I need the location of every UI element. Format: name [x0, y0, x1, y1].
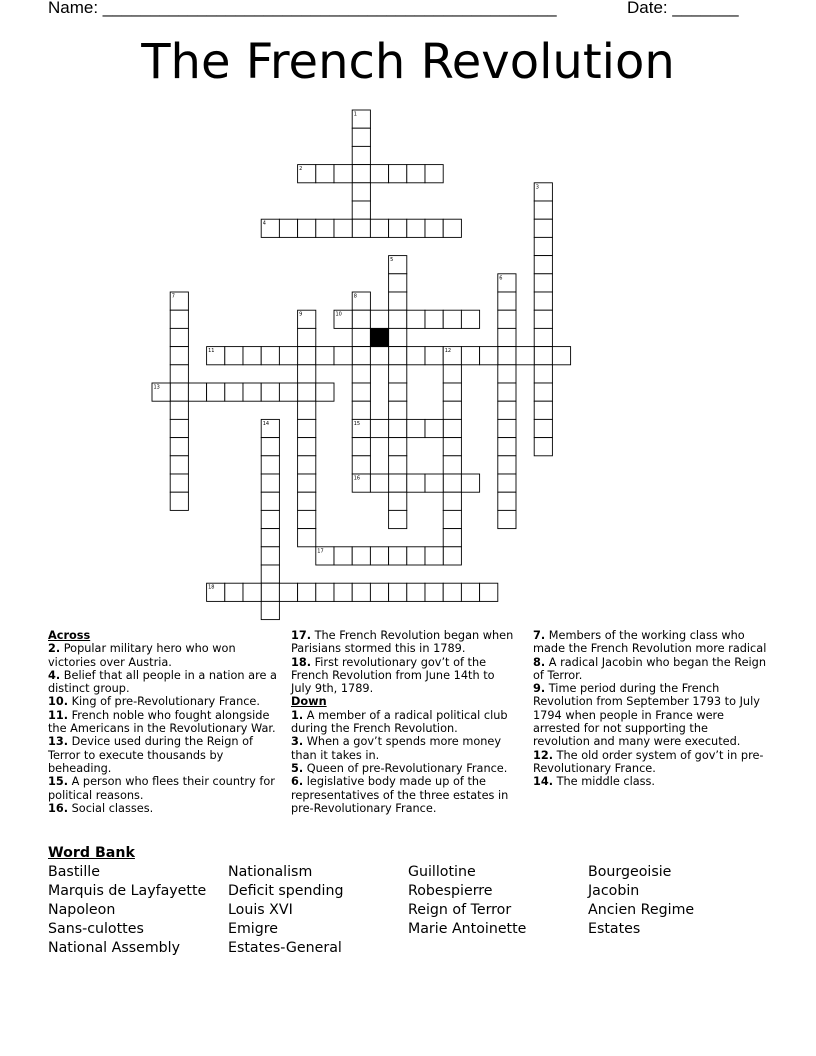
clue-number-9: 9 — [299, 311, 303, 318]
grid-cell[interactable] — [443, 401, 461, 419]
grid-cell[interactable] — [352, 401, 370, 419]
grid-cell[interactable] — [352, 583, 370, 601]
grid-cell[interactable] — [480, 347, 498, 365]
clues-column-1 — [48, 629, 280, 815]
down-heading: Down — [291, 695, 327, 709]
grid-cell[interactable] — [498, 328, 516, 346]
grid-cell[interactable] — [407, 165, 425, 183]
grid-cell[interactable] — [334, 219, 352, 237]
grid-cell[interactable] — [352, 183, 370, 201]
grid-cell[interactable] — [534, 310, 552, 328]
clue-number-5: 5 — [390, 257, 394, 264]
grid-cell[interactable] — [389, 328, 407, 346]
grid-cell[interactable] — [534, 237, 552, 255]
grid-cell[interactable] — [498, 347, 516, 365]
grid-cell[interactable] — [389, 383, 407, 401]
grid-cell[interactable] — [498, 419, 516, 437]
grid-cell[interactable] — [534, 383, 552, 401]
grid-cell[interactable] — [316, 347, 334, 365]
grid-cell[interactable] — [352, 365, 370, 383]
clue-across-15: 15. A person who flees their country for political reasons. — [48, 775, 275, 802]
clue-number-13: 13 — [153, 384, 160, 391]
grid-cell[interactable] — [298, 383, 316, 401]
grid-cell[interactable] — [443, 383, 461, 401]
grid-cell[interactable] — [352, 347, 370, 365]
word-bank-item: Ancien Regime — [588, 902, 695, 918]
grid-cell[interactable] — [389, 438, 407, 456]
grid-cell[interactable] — [170, 401, 188, 419]
date-field[interactable]: Date: _______ — [627, 0, 739, 17]
clue-number-11: 11 — [208, 348, 215, 355]
grid-cell[interactable] — [298, 492, 316, 510]
grid-cell[interactable] — [534, 328, 552, 346]
clue-number-12: 12 — [444, 348, 452, 355]
grid-cell[interactable] — [334, 347, 352, 365]
clue-number-7: 7 — [171, 293, 175, 300]
word-bank-item: Estates-General — [228, 940, 342, 956]
grid-cell[interactable] — [170, 383, 188, 401]
word-bank-item: Deficit spending — [228, 883, 344, 899]
grid-cell[interactable] — [352, 146, 370, 164]
grid-cell[interactable] — [261, 601, 279, 619]
grid-cell[interactable] — [443, 583, 461, 601]
grid-cell[interactable] — [170, 419, 188, 437]
grid-cell[interactable] — [407, 219, 425, 237]
grid-cell[interactable] — [425, 219, 443, 237]
grid-cell[interactable] — [225, 347, 243, 365]
grid-cell[interactable] — [443, 310, 461, 328]
grid-cell[interactable] — [298, 529, 316, 547]
clue-down-6: 6. legislative body made up of the representatives of the three estates in pre-Revolutionary France. — [291, 775, 509, 815]
grid-cell[interactable] — [407, 419, 425, 437]
grid-cell[interactable] — [534, 256, 552, 274]
grid-cell[interactable] — [207, 383, 225, 401]
grid-cell[interactable] — [425, 165, 443, 183]
grid-cell[interactable] — [316, 383, 334, 401]
grid-cell[interactable] — [389, 401, 407, 419]
grid-cell[interactable] — [298, 419, 316, 437]
clue-across-13: 13. Device used during the Reign of Terror to execute thousands by beheading. — [48, 735, 253, 775]
grid-cell[interactable] — [461, 583, 479, 601]
grid-cell[interactable] — [170, 310, 188, 328]
grid-cell[interactable] — [298, 510, 316, 528]
word-bank — [48, 845, 768, 958]
grid-cell[interactable] — [370, 165, 388, 183]
grid-cell[interactable] — [443, 456, 461, 474]
grid-cell[interactable] — [443, 474, 461, 492]
grid-cell[interactable] — [261, 510, 279, 528]
word-bank-item: Bastille — [48, 864, 100, 880]
word-bank-item: Estates — [588, 921, 641, 937]
grid-cell[interactable] — [261, 383, 279, 401]
grid-cell[interactable] — [534, 201, 552, 219]
grid-cell[interactable] — [389, 219, 407, 237]
grid-cell[interactable] — [316, 165, 334, 183]
grid-cell[interactable] — [170, 347, 188, 365]
grid-cell[interactable] — [461, 474, 479, 492]
grid-cell[interactable] — [443, 419, 461, 437]
clue-number-17: 17 — [317, 548, 324, 555]
grid-cell[interactable] — [261, 456, 279, 474]
clue-down-14: 14. The middle class. — [533, 775, 656, 789]
clue-number-8: 8 — [353, 293, 357, 300]
clue-down-3: 3. When a gov’t spends more money than it takes in. — [291, 735, 502, 762]
clue-down-1: 1. A member of a radical political club during the French Revolution. — [291, 708, 508, 736]
grid-cell[interactable] — [170, 492, 188, 510]
grid-cell[interactable] — [261, 438, 279, 456]
grid-cell[interactable] — [443, 219, 461, 237]
grid-cell[interactable] — [498, 510, 516, 528]
clue-down-8: 8. A radical Jacobin who began the Reign of Terror. — [533, 655, 767, 682]
clue-number-18: 18 — [208, 584, 215, 591]
grid-cell[interactable] — [352, 310, 370, 328]
grid-cell[interactable] — [498, 310, 516, 328]
grid-cell[interactable] — [370, 547, 388, 565]
grid-cell[interactable] — [534, 365, 552, 383]
grid-cell[interactable] — [389, 456, 407, 474]
word-bank-item: Jacobin — [588, 883, 640, 899]
grid-cell[interactable] — [352, 219, 370, 237]
grid-cell[interactable] — [534, 438, 552, 456]
grid-cell[interactable] — [498, 474, 516, 492]
word-bank-item: Reign of Terror — [408, 902, 512, 918]
grid-cell[interactable] — [425, 419, 443, 437]
grid-cell[interactable] — [352, 165, 370, 183]
grid-cell[interactable] — [352, 383, 370, 401]
grid-cell[interactable] — [298, 583, 316, 601]
grid-cell[interactable] — [389, 583, 407, 601]
clue-number-15: 15 — [353, 420, 361, 427]
word-bank-item: Sans-culottes — [48, 921, 144, 937]
clue-down-12: 12. The old order system of gov’t in pre-Revolutionary France. — [533, 748, 764, 775]
clue-number-14: 14 — [262, 420, 270, 427]
grid-cell[interactable] — [261, 347, 279, 365]
grid-cell[interactable] — [407, 583, 425, 601]
grid-cell[interactable] — [334, 165, 352, 183]
grid-cell[interactable] — [298, 219, 316, 237]
grid-cell[interactable] — [425, 347, 443, 365]
grid-cell[interactable] — [389, 365, 407, 383]
grid-cell[interactable] — [261, 565, 279, 583]
grid-cell[interactable] — [188, 383, 206, 401]
grid-cell[interactable] — [170, 474, 188, 492]
grid-cell[interactable] — [389, 292, 407, 310]
grid-cell[interactable] — [389, 274, 407, 292]
grid-cell[interactable] — [298, 438, 316, 456]
grid-cell[interactable] — [370, 347, 388, 365]
word-bank-column — [588, 863, 768, 958]
clue-down-5: 5. Queen of pre-Revolutionary France. — [291, 761, 508, 775]
grid-cell[interactable] — [534, 401, 552, 419]
grid-cell[interactable] — [443, 438, 461, 456]
black-square — [370, 328, 388, 346]
grid-cell[interactable] — [407, 347, 425, 365]
grid-cell[interactable] — [443, 529, 461, 547]
grid-cell[interactable] — [170, 328, 188, 346]
word-bank-item: Bourgeoisie — [588, 864, 672, 880]
grid-cell[interactable] — [534, 274, 552, 292]
grid-cell[interactable] — [243, 347, 261, 365]
grid-cell[interactable] — [170, 456, 188, 474]
grid-cell[interactable] — [261, 583, 279, 601]
grid-cell[interactable] — [279, 383, 297, 401]
word-bank-heading: Word Bank — [48, 845, 135, 861]
clue-across-16: 16. Social classes. — [48, 801, 154, 815]
grid-cell[interactable] — [443, 365, 461, 383]
grid-cell[interactable] — [534, 419, 552, 437]
clue-number-4: 4 — [262, 220, 266, 227]
clue-number-10: 10 — [335, 311, 342, 318]
grid-cell[interactable] — [534, 219, 552, 237]
clue-across-17: 17. The French Revolution began when Parisians stormed this in 1789. — [291, 629, 514, 656]
grid-cell[interactable] — [389, 474, 407, 492]
grid-cell[interactable] — [261, 529, 279, 547]
grid-cell[interactable] — [389, 510, 407, 528]
grid-cell[interactable] — [425, 474, 443, 492]
clue-across-2: 2. Popular military hero who won victories over Austria. — [48, 642, 236, 669]
word-bank-column — [408, 863, 588, 958]
grid-cell[interactable] — [298, 474, 316, 492]
word-bank-item: Napoleon — [48, 902, 116, 918]
word-bank-item: Guillotine — [408, 864, 476, 880]
grid-cell[interactable] — [261, 474, 279, 492]
grid-cell[interactable] — [279, 347, 297, 365]
grid-cell[interactable] — [298, 401, 316, 419]
clue-number-1: 1 — [353, 111, 357, 118]
grid-cell[interactable] — [243, 583, 261, 601]
grid-cell[interactable] — [425, 310, 443, 328]
grid-cell[interactable] — [498, 492, 516, 510]
grid-cell[interactable] — [443, 547, 461, 565]
grid-cell[interactable] — [334, 583, 352, 601]
grid-cell[interactable] — [352, 456, 370, 474]
clues-column-2 — [291, 629, 517, 815]
grid-cell[interactable] — [261, 492, 279, 510]
grid-cell[interactable] — [370, 419, 388, 437]
grid-cell[interactable] — [225, 383, 243, 401]
grid-cell[interactable] — [534, 347, 552, 365]
grid-cell[interactable] — [279, 583, 297, 601]
word-bank-item: Nationalism — [228, 864, 313, 880]
clue-across-18: 18. First revolutionary gov’t of the French Revolution from June 14th to July 9th, 1789. — [291, 655, 495, 696]
grid-cell[interactable] — [370, 474, 388, 492]
grid-cell[interactable] — [170, 438, 188, 456]
word-bank-item: Louis XVI — [228, 902, 293, 918]
word-bank-item: Marquis de Layfayette — [48, 883, 207, 899]
grid-cell[interactable] — [443, 492, 461, 510]
grid-cell[interactable] — [298, 328, 316, 346]
clue-across-10: 10. King of pre-Revolutionary France. — [48, 695, 260, 709]
grid-cell[interactable] — [352, 328, 370, 346]
grid-cell[interactable] — [498, 365, 516, 383]
grid-cell[interactable] — [425, 583, 443, 601]
across-heading: Across — [48, 629, 91, 642]
grid-cell[interactable] — [279, 219, 297, 237]
word-bank-item: Emigre — [228, 921, 278, 937]
grid-cell[interactable] — [516, 347, 534, 365]
grid-cell[interactable] — [407, 310, 425, 328]
word-bank-item: Marie Antoinette — [408, 921, 527, 937]
grid-cell[interactable] — [170, 365, 188, 383]
grid-cell[interactable] — [498, 401, 516, 419]
grid-cell[interactable] — [370, 219, 388, 237]
grid-cell[interactable] — [225, 583, 243, 601]
clue-down-9: 9. Time period during the French Revolution from September 1793 to July 1794 when people in France were arrested for not supporting the revolution and many were executed. — [533, 682, 760, 749]
grid-cell[interactable] — [243, 383, 261, 401]
grid-cell[interactable] — [443, 510, 461, 528]
grid-cell[interactable] — [316, 219, 334, 237]
grid-cell[interactable] — [389, 310, 407, 328]
grid-cell[interactable] — [389, 165, 407, 183]
grid-cell[interactable] — [352, 201, 370, 219]
grid-cell[interactable] — [407, 474, 425, 492]
grid-cell[interactable] — [352, 128, 370, 146]
page-title: The French Revolution — [141, 34, 675, 90]
clue-across-11: 11. French noble who fought alongside the Americans in the Revolutionary War. — [48, 708, 276, 736]
clue-across-4: 4. Belief that all people in a nation are a distinct group. — [48, 668, 277, 696]
grid-cell[interactable] — [316, 583, 334, 601]
clues-column-3 — [533, 629, 768, 789]
grid-cell[interactable] — [261, 547, 279, 565]
grid-cell[interactable] — [498, 292, 516, 310]
clue-number-2: 2 — [299, 166, 303, 173]
grid-cell[interactable] — [461, 347, 479, 365]
grid-cell[interactable] — [334, 547, 352, 565]
grid-cell[interactable] — [389, 419, 407, 437]
grid-cell[interactable] — [298, 456, 316, 474]
grid-cell[interactable] — [389, 547, 407, 565]
clue-number-6: 6 — [499, 275, 503, 282]
grid-cell[interactable] — [370, 310, 388, 328]
grid-cell[interactable] — [425, 547, 443, 565]
grid-cell[interactable] — [534, 292, 552, 310]
word-bank-column — [228, 863, 408, 958]
clue-number-3: 3 — [535, 184, 539, 191]
grid-cell[interactable] — [498, 456, 516, 474]
grid-cell[interactable] — [389, 347, 407, 365]
grid-cell[interactable] — [352, 547, 370, 565]
grid-cell[interactable] — [498, 383, 516, 401]
word-bank-item: National Assembly — [48, 940, 181, 956]
grid-cell[interactable] — [352, 438, 370, 456]
grid-cell[interactable] — [552, 347, 570, 365]
grid-cell[interactable] — [298, 365, 316, 383]
grid-cell[interactable] — [480, 583, 498, 601]
grid-cell[interactable] — [370, 583, 388, 601]
grid-cell[interactable] — [498, 438, 516, 456]
grid-cell[interactable] — [407, 547, 425, 565]
word-bank-column — [48, 863, 228, 958]
clue-down-7: 7. Members of the working class who made the French Revolution more radical — [533, 629, 767, 656]
grid-cell[interactable] — [389, 492, 407, 510]
clue-number-16: 16 — [353, 475, 361, 482]
word-bank-item: Robespierre — [408, 883, 493, 899]
name-field[interactable]: Name: ________________________________________________ — [48, 0, 557, 17]
grid-cell[interactable] — [298, 347, 316, 365]
grid-cell[interactable] — [461, 310, 479, 328]
